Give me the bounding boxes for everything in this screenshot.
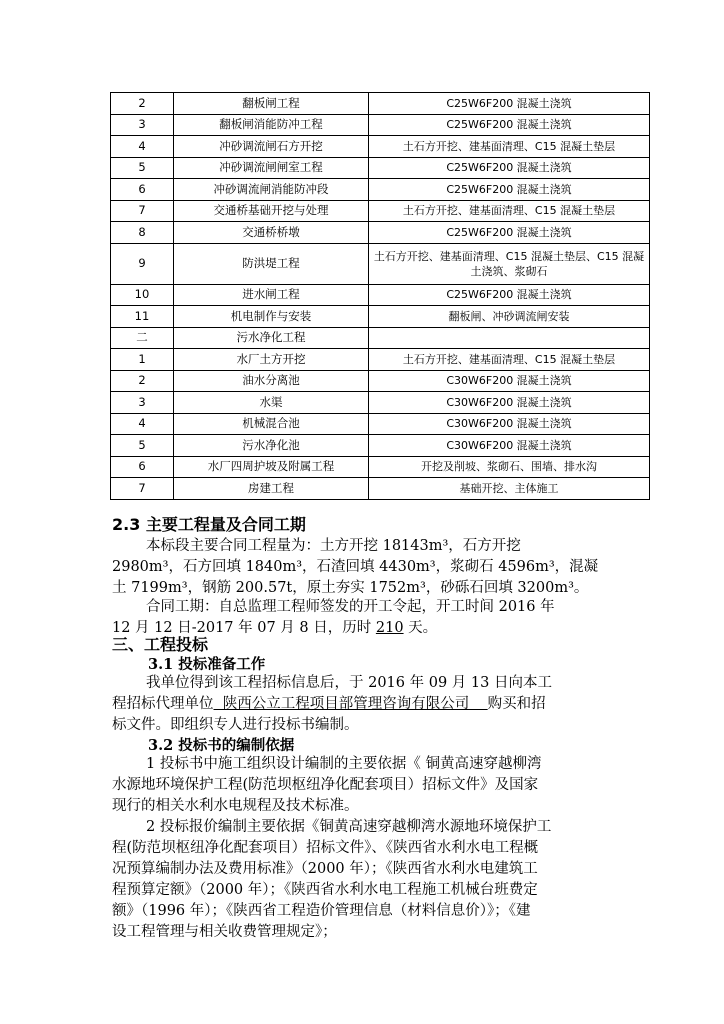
work-content-cell: C25W6F200 混凝土浇筑	[369, 284, 650, 306]
item-name-cell: 翻板闸工程	[174, 93, 369, 115]
row-number-cell: 1	[111, 349, 174, 371]
item-name-cell: 水厂四周护坡及附属工程	[174, 456, 369, 478]
text-line: 土 7199m³，钢筋 200.57t，原土夯实 1752m³，砂砾石回填 3200m³。	[112, 580, 589, 596]
table-row	[111, 349, 650, 371]
table-row	[111, 284, 650, 306]
item-name-cell: 水渠	[174, 392, 369, 414]
table-row	[111, 478, 650, 500]
text-line: 现行的相关水利水电规程及技术标准。	[112, 798, 359, 814]
row-number-cell: 5	[111, 157, 174, 179]
work-content-cell: 土石方开挖、建基面清理、C15 混凝土垫层	[369, 349, 650, 371]
table-row	[111, 392, 650, 414]
work-content-cell: 土石方开挖、建基面清理、C15 混凝土垫层	[369, 200, 650, 222]
item-name-cell: 机电制作与安装	[174, 306, 369, 328]
row-number-cell: 2	[111, 370, 174, 392]
row-number-cell: 5	[111, 435, 174, 457]
agent-prefix: 程招标代理单位	[112, 696, 214, 712]
text-line	[112, 694, 632, 715]
work-content-cell: C30W6F200 混凝土浇筑	[369, 413, 650, 435]
work-content-cell: C25W6F200 混凝土浇筑	[369, 157, 650, 179]
row-number-cell: 二	[111, 327, 174, 349]
section-3-1-heading: 3.1 投标准备工作	[148, 656, 266, 673]
text-line: 标文件。即组织专人进行投标书编制。	[112, 717, 359, 733]
agent-suffix: 购买和招	[487, 696, 546, 712]
text-line: 本标段主要合同工程量为：土方开挖 18143m³，石方开挖	[146, 538, 521, 554]
work-content-cell: C25W6F200 混凝土浇筑	[369, 93, 650, 115]
works-table-body	[111, 93, 650, 500]
item-name-cell: 油水分离池	[174, 370, 369, 392]
text-line: 我单位得到该工程招标信息后，于 2016 年 09 月 13 日向本工	[146, 675, 552, 691]
row-number-cell: 11	[111, 306, 174, 328]
row-number-cell: 7	[111, 478, 174, 500]
item-name-cell: 冲砂调流闸闸室工程	[174, 157, 369, 179]
text-line: 额》（1996 年）；《陕西省工程造价管理信息（材料信息价）》；《建	[112, 903, 531, 919]
item-name-cell: 交通桥基础开挖与处理	[174, 200, 369, 222]
quantities-paragraph	[112, 536, 632, 599]
table-row	[111, 306, 650, 328]
basis-paragraph-2	[112, 817, 632, 943]
table-row	[111, 222, 650, 244]
item-name-cell: 防洪堤工程	[174, 243, 369, 284]
table-row	[111, 456, 650, 478]
item-name-cell: 进水闸工程	[174, 284, 369, 306]
table-row	[111, 114, 650, 136]
work-content-cell: 基础开挖、主体施工	[369, 478, 650, 500]
text-line: 水源地环境保护工程(防范坝枢纽净化配套项目）招标文件》及国家	[112, 777, 539, 793]
work-content-cell: C30W6F200 混凝土浇筑	[369, 392, 650, 414]
work-content-cell: C25W6F200 混凝土浇筑	[369, 222, 650, 244]
item-name-cell: 交通桥桥墩	[174, 222, 369, 244]
row-number-cell: 4	[111, 413, 174, 435]
item-name-cell: 污水净化工程	[174, 327, 369, 349]
table-row	[111, 179, 650, 201]
work-content-cell: C30W6F200 混凝土浇筑	[369, 370, 650, 392]
text-line: 况预算编制办法及费用标准》（2000 年）；《陕西省水利水电建筑工	[112, 861, 538, 877]
work-content-cell: 开挖及削坡、浆砌石、围墙、排水沟	[369, 456, 650, 478]
row-number-cell: 3	[111, 114, 174, 136]
table-row	[111, 157, 650, 179]
row-number-cell: 6	[111, 179, 174, 201]
text-line: 程(防范坝枢纽净化配套项目）招标文件》、《陕西省水利水电工程概	[112, 840, 539, 856]
row-number-cell: 2	[111, 93, 174, 115]
work-content-cell: 翻板闸、冲砂调流闸安装	[369, 306, 650, 328]
item-name-cell: 水厂土方开挖	[174, 349, 369, 371]
text-line: 程预算定额》（2000 年）；《陕西省水利水电工程施工机械台班费定	[112, 882, 538, 898]
row-number-cell: 9	[111, 243, 174, 284]
item-name-cell: 翻板闸消能防冲工程	[174, 114, 369, 136]
table-row	[111, 93, 650, 115]
table-row	[111, 435, 650, 457]
row-number-cell: 7	[111, 200, 174, 222]
works-table	[110, 92, 650, 500]
days-suffix: 天。	[403, 620, 438, 636]
work-content-cell: C25W6F200 混凝土浇筑	[369, 114, 650, 136]
work-content-cell: 土石方开挖、建基面清理、C15 混凝土垫层	[369, 136, 650, 158]
item-name-cell: 冲砂调流闸石方开挖	[174, 136, 369, 158]
item-name-cell: 污水净化池	[174, 435, 369, 457]
table-row	[111, 327, 650, 349]
basis-paragraph-1	[112, 754, 632, 817]
text-line: 2980m³，石方回填 1840m³，石渣回填 4430m³，浆砌石 4596m³，混凝	[112, 559, 599, 575]
item-name-cell: 房建工程	[174, 478, 369, 500]
table-row	[111, 413, 650, 435]
item-name-cell: 机械混合池	[174, 413, 369, 435]
text-line: 合同工期：自总监理工程师签发的开工令起，开工时间 2016 年	[146, 599, 555, 615]
preparation-paragraph	[112, 673, 632, 736]
table-row	[111, 370, 650, 392]
row-number-cell: 10	[111, 284, 174, 306]
work-content-cell: C30W6F200 混凝土浇筑	[369, 435, 650, 457]
text-line: 1 投标书中施工组织设计编制的主要依据《 铜黄高速穿越柳湾	[146, 756, 542, 772]
row-number-cell: 6	[111, 456, 174, 478]
text-line: 设工程管理与相关收费管理规定》；	[112, 924, 337, 940]
row-number-cell: 3	[111, 392, 174, 414]
agent-name: 陕西公立工程项目部管理咨询有限公司	[213, 696, 488, 712]
section-3-heading: 三、工程投标	[112, 635, 209, 654]
date-range-text: 12 月 12 日-2017 年 07 月 8 日，历时	[112, 620, 376, 636]
item-name-cell: 冲砂调流闸消能防冲段	[174, 179, 369, 201]
section-3-2-heading: 3.2 投标书的编制依据	[148, 737, 295, 754]
text-line: 2 投标报价编制主要依据《铜黄高速穿越柳湾水源地环境保护工	[146, 819, 552, 835]
section-2-3-heading: 2.3 主要工程量及合同工期	[112, 515, 306, 534]
table-row	[111, 243, 650, 284]
table-row	[111, 136, 650, 158]
row-number-cell: 4	[111, 136, 174, 158]
table-row	[111, 200, 650, 222]
work-content-cell	[369, 327, 650, 349]
work-content-cell: 土石方开挖、建基面清理、C15 混凝土垫层、C15 混凝土浇筑、浆砌石	[369, 243, 650, 284]
work-content-cell: C25W6F200 混凝土浇筑	[369, 179, 650, 201]
row-number-cell: 8	[111, 222, 174, 244]
duration-days: 210	[375, 620, 404, 636]
